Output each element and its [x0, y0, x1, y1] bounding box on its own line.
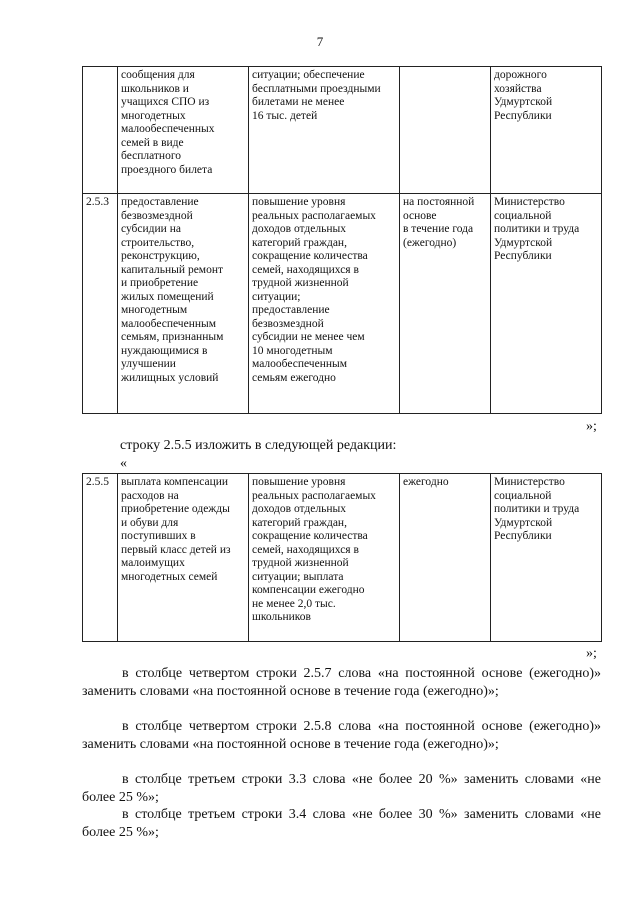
cell-result: повышение уровня реальных располагаемых доходов отдельных категорий граждан, сокращение количества семей, находящихся в трудной жизненной ситуации; выплата компенсации ежегодно не менее 2,0 тыс. школьников — [249, 474, 400, 642]
cell-result: повышение уровня реальных располагаемых доходов отдельных категорий граждан, сокращение количества семей, находящихся в трудной жизненной ситуации; предоставление безвозмездной субсидии не менее чем 10 многодетным малообеспеченным семьям ежегодно — [249, 194, 400, 414]
opening-quote: « — [120, 456, 127, 471]
cell-period: на постоянной основе в течение года (ежегодно) — [400, 194, 491, 414]
amendment-paragraph: в столбце четвертом строки 2.5.7 слова «на постоянной основе (ежегодно)» заменить словами «на постоянной основе в течение года (ежегодно)»; — [82, 666, 601, 699]
amendment-paragraph: в столбце четвертом строки 2.5.8 слова «на постоянной основе (ежегодно)» заменить словами «на постоянной основе в течение года (ежегодно)»; — [82, 719, 601, 752]
cell-period — [400, 67, 491, 194]
cell-executor: Министерство социальной политики и труда Удмуртской Республики — [491, 194, 602, 414]
table-row — [83, 67, 602, 194]
cell-event: предоставление безвозмездной субсидии на строительство, реконструкцию, капитальный ремонт и приобретение жилых помещений многодетным малообеспеченным семьям, признанным нуждающимися в улучшении жилищных условий — [118, 194, 249, 414]
amendment-paragraph: в столбце третьем строки 3.4 слова «не более 30 %» заменить словами «не более 25 %»; — [82, 807, 601, 840]
table-row — [83, 474, 602, 642]
cell-number: 2.5.3 — [83, 194, 118, 414]
amendment-paragraph: в столбце третьем строки 3.3 слова «не более 20 %» заменить словами «не более 25 %»; — [82, 772, 601, 805]
cell-event: сообщения для школьников и учащихся СПО из многодетных малообеспеченных семей в виде бесплатного проездного билета — [118, 67, 249, 194]
cell-result: ситуации; обеспечение бесплатными проездными билетами не менее 16 тыс. детей — [249, 67, 400, 194]
page-number: 7 — [316, 34, 324, 49]
program-table-fragment — [82, 66, 602, 414]
cell-period: ежегодно — [400, 474, 491, 642]
cell-executor: дорожного хозяйства Удмуртской Республики — [491, 67, 602, 194]
replacement-row-table — [82, 473, 602, 642]
closing-quote-2: »; — [586, 646, 597, 661]
closing-quote-1: »; — [586, 419, 597, 434]
cell-event: выплата компенсации расходов на приобретение одежды и обуви для поступивших в первый класс детей из малоимущих многодетных семей — [118, 474, 249, 642]
cell-executor: Министерство социальной политики и труда Удмуртской Республики — [491, 474, 602, 642]
cell-number — [83, 67, 118, 194]
instruction-text: строку 2.5.5 изложить в следующей редакции: — [120, 438, 397, 453]
cell-number: 2.5.5 — [83, 474, 118, 642]
table-row — [83, 194, 602, 414]
